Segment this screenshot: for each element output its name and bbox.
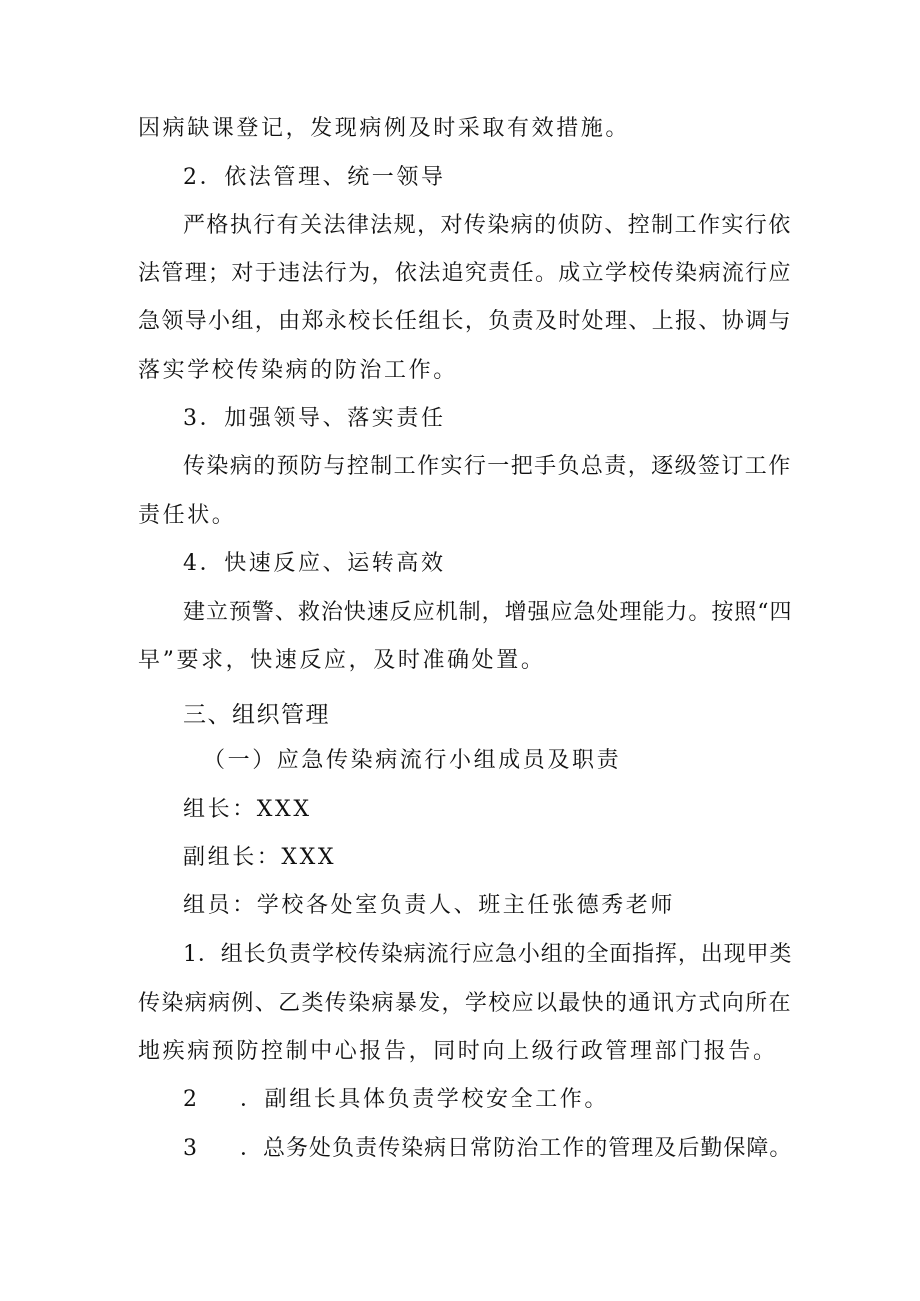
section-item-heading: 4．快速反应、运转高效 xyxy=(183,551,446,576)
paragraph-line: ．副组长具体负责学校安全工作。 xyxy=(240,1087,610,1112)
paragraph-line: 传染病病例、乙类传染病暴发，学校应以最快的通讯方式向所在 xyxy=(138,991,792,1016)
section-heading: 三、组织管理 xyxy=(183,702,330,728)
paragraph-line: 急领导小组，由郑永校长任组长，负责及时处理、上报、协调与 xyxy=(138,309,792,334)
paragraph-line: 因病缺课登记，发现病例及时采取有效措施。 xyxy=(138,116,631,141)
item-number: 2 xyxy=(183,1087,200,1112)
paragraph-line: ．总务处负责传染病日常防治工作的管理及后勤保障。 xyxy=(240,1136,793,1161)
section-item-heading: 2．依法管理、统一领导 xyxy=(183,165,446,190)
paragraph-line: 严格执行有关法律法规，对传染病的侦防、控制工作实行依 xyxy=(183,213,792,238)
paragraph-line: 地疾病预防控制中心报告，同时向上级行政管理部门报告。 xyxy=(138,1039,778,1064)
section-item-heading: 3．加强领导、落实责任 xyxy=(183,406,446,431)
paragraph-line: 1．组长负责学校传染病流行应急小组的全面指挥，出现甲类 xyxy=(183,942,793,967)
subsection-heading: （一）应急传染病流行小组成员及职责 xyxy=(203,748,622,773)
paragraph-line: 责任状。 xyxy=(138,503,237,528)
member-line: 组长：XXX xyxy=(183,797,312,822)
paragraph-line: 早”要求，快速反应，及时准确处置。 xyxy=(138,648,546,673)
member-line: 组员：学校各处室负责人、班主任张德秀老师 xyxy=(183,893,676,918)
paragraph-line: 落实学校传染病的防治工作。 xyxy=(138,358,458,383)
paragraph-line: 建立预警、救治快速反应机制，增强应急处理能力。按照“四 xyxy=(183,600,793,625)
member-line: 副组长：XXX xyxy=(183,845,337,870)
paragraph-line: 传染病的预防与控制工作实行一把手负总责，逐级签订工作 xyxy=(183,454,792,479)
paragraph-line: 法管理；对于违法行为，依法追究责任。成立学校传染病流行应 xyxy=(138,261,792,286)
item-number: 3 xyxy=(183,1136,200,1161)
